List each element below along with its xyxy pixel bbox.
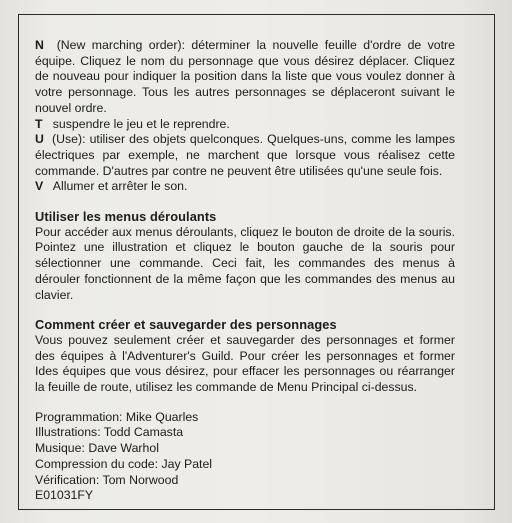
command-key: V [35,179,44,194]
section-heading-menus: Utiliser les menus déroulants [35,209,217,225]
command-key: T [35,116,43,131]
credit-line: Vérification: Tom Norwood [35,472,179,487]
command-key: U [35,132,44,147]
credit-line: Programmation: Mike Quarles [35,409,199,424]
command-text: Allumer et arrêter le son. [52,179,188,194]
command-text: suspendre le jeu et le reprendre. [52,116,230,131]
command-u [35,132,455,179]
credit-line: Compression du code: Jay Patel [35,456,213,471]
section-heading-characters: Comment créer et sauvegarder des personnages [35,317,337,333]
command-text: (Use): utiliser des objets quelconques. Quelques-uns, comme les lampes électriques par exemple, ne marchent que lorsque vous réalisez cette commande. D'autres par contre ne peuvent être utilisées qu'une seule fois. [35,132,455,178]
credit-line: Musique: Dave Warhol [35,441,159,456]
command-t [35,117,455,133]
credit-line: Illustrations: Todd Camasta [35,425,184,440]
command-n [35,38,455,117]
command-v [35,179,455,195]
command-text: (New marching order): déterminer la nouvelle feuille d'ordre de votre équipe. Cliquez le nom du personnage que vous désirez déplacer. Cliquez de nouveau pour indiquer la position dans la liste que vous voulez donner à votre personnage. Tous les autres personnages se déplaceront suivant le nouvel ordre. [35,38,455,115]
section-body-menus: Pour accéder aux menus déroulants, cliquez le bouton de droite de la souris. Pointez une illustration et cliquez le bouton gauche de la souris pour sélectionner une commande. Ceci fait, les commandes des menus à dérouler fonctionnent de la même façon que les commandes des menus au clavier. [35,224,455,302]
product-code: E01031FY [35,488,94,503]
credits-block [35,410,455,489]
page-content [35,38,455,504]
command-key: N [35,38,44,52]
section-body-characters: Vous pouvez seulement créer et sauvegarder des personnages et former des équipes à l'Adventurer's Guild. Pour créer les personnages et former Ides équipes que vous désirez, pour effacer les personnages ou réarranger la feuille de route, utilisez les commande de Menu Principal ci-dessus. [35,332,455,395]
